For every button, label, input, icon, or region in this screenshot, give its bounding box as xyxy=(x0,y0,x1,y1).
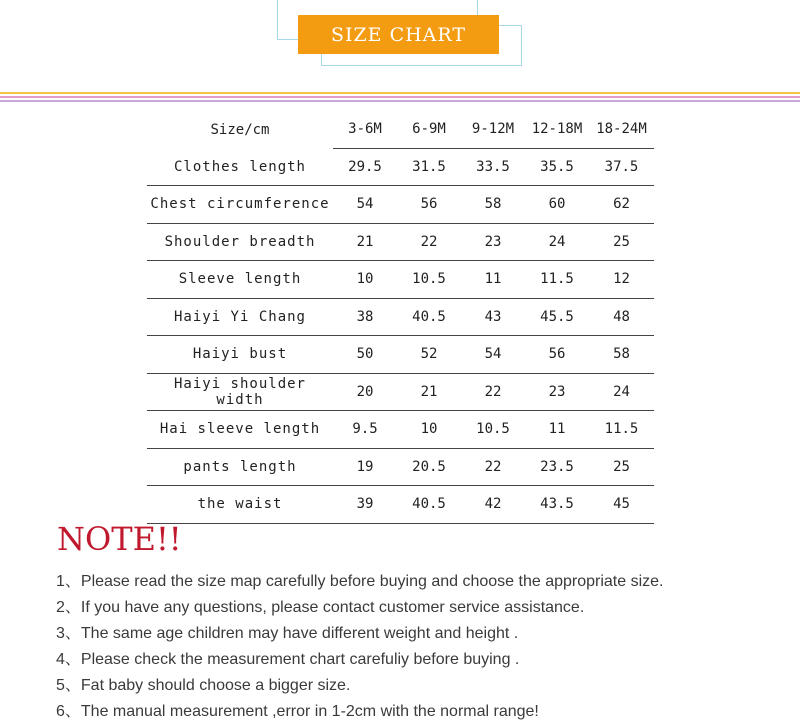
divider-stripes xyxy=(0,92,800,104)
table-cell: 54 xyxy=(461,336,525,374)
table-cell: 11.5 xyxy=(589,411,654,449)
table-cell: 42 xyxy=(461,486,525,524)
table-cell: 35.5 xyxy=(525,148,589,186)
row-label: Clothes length xyxy=(147,148,333,186)
table-row xyxy=(147,298,654,336)
table-cell: 60 xyxy=(525,186,589,224)
row-label: pants length xyxy=(147,448,333,486)
table-cell: 21 xyxy=(397,373,461,411)
note-item: 1、Please read the size map carefully before buying and choose the appropriate size. xyxy=(56,573,664,590)
table-cell: 12 xyxy=(589,261,654,299)
table-cell: 11.5 xyxy=(525,261,589,299)
header-3-6m: 3-6M xyxy=(333,111,397,148)
table-cell: 25 xyxy=(589,448,654,486)
note-item: 4、Please check the measurement chart carefuliy before buying . xyxy=(56,651,520,668)
table-cell: 21 xyxy=(333,223,397,261)
table-cell: 33.5 xyxy=(461,148,525,186)
table-cell: 10.5 xyxy=(397,261,461,299)
table-cell: 10 xyxy=(333,261,397,299)
row-label: Chest circumference xyxy=(147,186,333,224)
table-cell: 39 xyxy=(333,486,397,524)
table-cell: 52 xyxy=(397,336,461,374)
table-cell: 22 xyxy=(461,448,525,486)
divider-stripe-purple xyxy=(0,100,800,102)
note-list xyxy=(56,569,796,725)
table-cell: 23 xyxy=(461,223,525,261)
table-cell: 29.5 xyxy=(333,148,397,186)
table-cell: 22 xyxy=(461,373,525,411)
row-label: Sleeve length xyxy=(147,261,333,299)
row-label: Haiyi Yi Chang xyxy=(147,298,333,336)
table-cell: 50 xyxy=(333,336,397,374)
table-cell: 38 xyxy=(333,298,397,336)
table-cell: 58 xyxy=(461,186,525,224)
divider-stripe-pink xyxy=(0,96,800,98)
table-row xyxy=(147,186,654,224)
note-title: NOTE!! xyxy=(57,520,182,558)
table-cell: 10 xyxy=(397,411,461,449)
table-cell: 43.5 xyxy=(525,486,589,524)
table-row xyxy=(147,336,654,374)
table-cell: 10.5 xyxy=(461,411,525,449)
header-6-9m: 6-9M xyxy=(397,111,461,148)
note-item: 6、The manual measurement ,error in 1-2cm with the normal range! xyxy=(56,703,539,720)
table-body xyxy=(147,148,654,523)
table-cell: 58 xyxy=(589,336,654,374)
table-cell: 11 xyxy=(461,261,525,299)
table-cell: 9.5 xyxy=(333,411,397,449)
table-row xyxy=(147,448,654,486)
row-label: Haiyi bust xyxy=(147,336,333,374)
note-item: 5、Fat baby should choose a bigger size. xyxy=(56,677,351,694)
note-item: 3、The same age children may have different weight and height . xyxy=(56,625,519,642)
table-cell: 23.5 xyxy=(525,448,589,486)
table-row xyxy=(147,486,654,524)
size-chart-title: SIZE CHART xyxy=(298,15,499,54)
table-cell: 45 xyxy=(589,486,654,524)
table-cell: 20.5 xyxy=(397,448,461,486)
table-header-row xyxy=(147,111,654,148)
table-cell: 37.5 xyxy=(589,148,654,186)
table-cell: 23 xyxy=(525,373,589,411)
header-18-24m: 18-24M xyxy=(589,111,654,148)
table-cell: 40.5 xyxy=(397,298,461,336)
table-cell: 22 xyxy=(397,223,461,261)
table-cell: 62 xyxy=(589,186,654,224)
table-cell: 56 xyxy=(397,186,461,224)
table-cell: 11 xyxy=(525,411,589,449)
row-label: the waist xyxy=(147,486,333,524)
table-cell: 31.5 xyxy=(397,148,461,186)
table-row xyxy=(147,373,654,411)
table-row xyxy=(147,411,654,449)
row-label: Hai sleeve length xyxy=(147,411,333,449)
table-row xyxy=(147,223,654,261)
table-cell: 24 xyxy=(525,223,589,261)
table-cell: 24 xyxy=(589,373,654,411)
table-row xyxy=(147,261,654,299)
table-cell: 45.5 xyxy=(525,298,589,336)
table-cell: 43 xyxy=(461,298,525,336)
table-cell: 54 xyxy=(333,186,397,224)
table-cell: 19 xyxy=(333,448,397,486)
row-label: Haiyi shoulder width xyxy=(147,373,333,411)
table-cell: 48 xyxy=(589,298,654,336)
header-9-12m: 9-12M xyxy=(461,111,525,148)
note-item: 2、If you have any questions, please contact customer service assistance. xyxy=(56,599,585,616)
table-cell: 20 xyxy=(333,373,397,411)
table-cell: 56 xyxy=(525,336,589,374)
row-label: Shoulder breadth xyxy=(147,223,333,261)
table-row xyxy=(147,148,654,186)
header-12-18m: 12-18M xyxy=(525,111,589,148)
divider-stripe-yellow xyxy=(0,92,800,94)
header-size-cm: Size/cm xyxy=(210,121,270,138)
size-table xyxy=(147,111,654,524)
table-cell: 25 xyxy=(589,223,654,261)
title-banner xyxy=(0,0,800,96)
table-cell: 40.5 xyxy=(397,486,461,524)
